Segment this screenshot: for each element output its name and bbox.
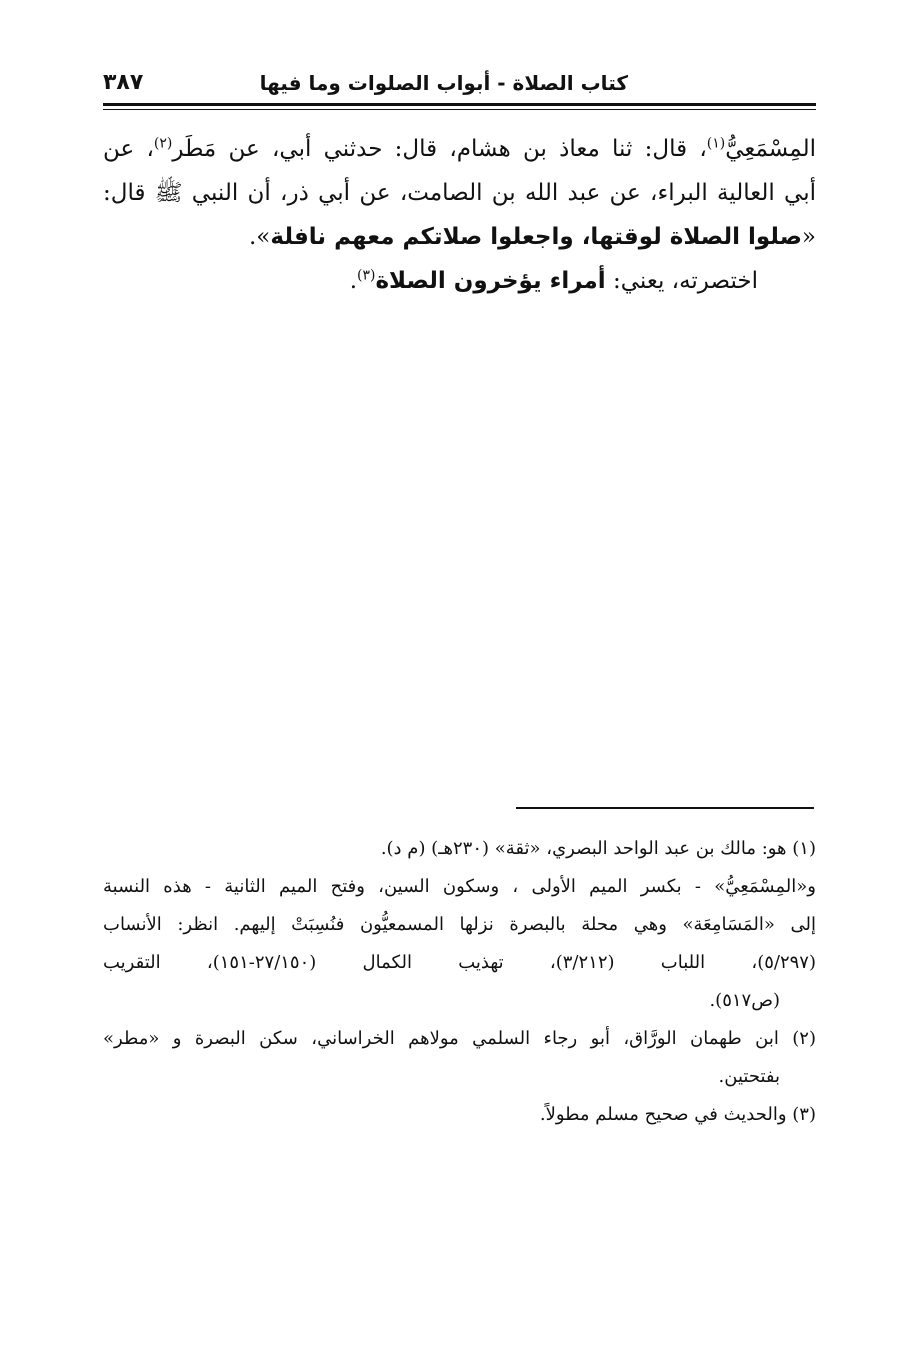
text-segment: اختصرته، يعني:	[605, 268, 758, 294]
text-segment: ، قال: ثنا معاذ بن هشام، قال: حدثني أبي، عن مَطَر	[172, 136, 707, 162]
quote-close: ».	[249, 224, 271, 250]
text-line-1	[103, 127, 816, 171]
footnote-1-line-3: إلى «المَسَامِعَة» وهي محلة بالبصرة نزلها المسمعيُّون فنُسِبَتْ إليهم. انظر: الأنساب	[103, 914, 816, 935]
hadith-text: صلوا الصلاة لوقتها، واجعلوا صلاتكم معهم نافلة	[270, 224, 802, 250]
narrator-name: المِسْمَعِيُّ	[725, 136, 816, 162]
header-rule-thin	[103, 109, 816, 110]
footnotes	[103, 830, 816, 1134]
chapter-heading-text: أمراء يؤخرون الصلاة	[375, 268, 606, 294]
main-text	[103, 127, 816, 303]
footnote-ref-1: (١)	[706, 135, 726, 152]
text-segment: ، عن	[103, 136, 154, 162]
text-line-4	[103, 259, 816, 303]
text-line-2: أبي العالية البراء، عن عبد الله بن الصامت، عن أبي ذر، أن النبي ﷺ قال:	[103, 180, 816, 206]
footnote-separator	[516, 807, 814, 809]
page-header	[103, 66, 816, 100]
quote-open: «	[801, 224, 816, 250]
footnote-1-line-2: و«المِسْمَعِيُّ» - بكسر الميم الأولى ، وسكون السين، وفتح الميم الثانية - هذه النسبة	[103, 876, 816, 897]
footnote-ref-2: (٢)	[153, 135, 173, 152]
footnote-1-line-5: (ص٥١٧).	[709, 990, 780, 1011]
header-rule-thick	[103, 103, 816, 106]
footnote-ref-3: (٣)	[357, 267, 376, 284]
text-segment: .	[349, 268, 358, 294]
footnote-3-line-1: (٣) والحديث في صحيح مسلم مطولاً.	[539, 1104, 816, 1125]
page-number: ٣٨٧	[103, 70, 144, 95]
text-line-3	[103, 215, 816, 259]
footnote-2-line-2: بفتحتين.	[718, 1066, 780, 1087]
footnote-1-line-4: (٥/٢٩٧)، اللباب (٣/٢١٢)، تهذيب الكمال (٢٧/١٥٠-١٥١)، التقريب	[103, 952, 816, 973]
footnote-2-line-1: (٢) ابن طهمان الورَّاق، أبو رجاء السلمي مولاهم الخراساني، سكن البصرة و «مطر»	[103, 1028, 816, 1049]
running-title: كتاب الصلاة - أبواب الصلوات وما فيها	[259, 71, 628, 95]
footnote-1-line-1: (١) هو: مالك بن عبد الواحد البصري، «ثقة» (٢٣٠هـ) (م د).	[380, 838, 816, 859]
